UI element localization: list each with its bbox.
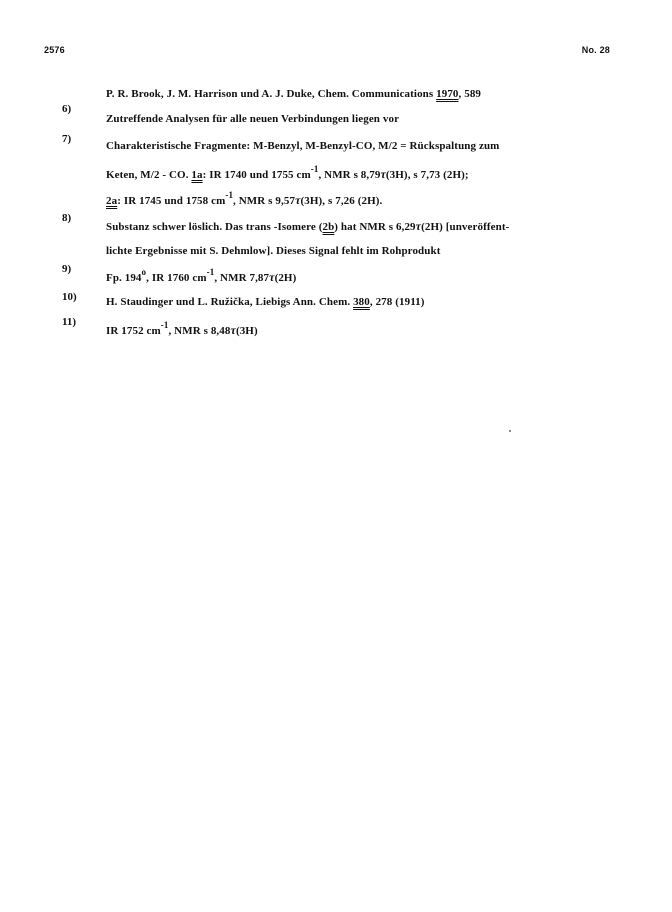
scan-speck [509,430,511,432]
tau-symbol: τ [415,219,422,233]
page-number: 2576 [44,45,65,55]
text-segment: Keten, M/2 - CO. [106,169,192,181]
footnote-6-text: Zutreffende Analysen für alle neuen Verbindungen liegen vor [106,113,400,125]
tau-symbol: τ [295,193,301,207]
text-segment: (2H) [274,272,297,284]
reference-5-text [106,88,481,100]
text-segment: (3H), s 7,26 (2H). [300,195,383,207]
superscript: -1 [206,267,215,277]
footnote-number-10: 10) [62,291,77,303]
footnote-number-7: 7) [62,133,72,145]
compound-label: 2a [106,195,118,207]
compound-label: 2b [322,221,335,233]
footnote-8-line-2: lichte Ergebnisse mit S. Dehmlow]. Dieses Signal fehlt im Rohprodukt [106,245,441,257]
superscript: o [141,267,147,277]
ref-authors: P. R. Brook, J. M. Harrison und A. J. Duke, Chem. Communications [106,88,437,100]
footnote-number-9: 9) [62,263,72,275]
issue-number: No. 28 [581,45,610,55]
text-segment: Substanz schwer löslich. Das trans -Isomere ( [106,221,323,233]
footnote-7-line-3 [106,190,383,208]
footnote-11-text [106,320,258,338]
text-segment: Fp. 194 [106,272,142,284]
superscript: -1 [225,190,234,200]
text-segment: , 278 (1911) [369,296,425,308]
text-segment: IR 1752 cm [106,325,161,337]
compound-label: 1a [191,169,203,181]
text-segment: , NMR s 8,48 [168,325,231,337]
footnote-9-text [106,267,297,285]
text-segment: (2H) [unveröffent- [421,221,510,233]
text-segment: : IR 1745 und 1758 cm [117,195,226,207]
text-segment: , NMR s 9,57 [233,195,296,207]
text-segment: , IR 1760 cm [146,272,207,284]
footnote-7-line-2 [106,164,469,182]
superscript: -1 [160,320,169,330]
footnote-8-line-1 [106,219,509,234]
footnote-10-text [106,296,425,308]
text-segment: , NMR 7,87 [214,272,270,284]
footnote-number-8: 8) [62,212,72,224]
text-segment: , NMR s 8,79 [318,169,381,181]
text-segment: H. Staudinger und L. Ružička, Liebigs Ann. Chem. [106,296,354,308]
ref-year: 1970 [436,88,459,100]
tau-symbol: τ [269,270,275,284]
tau-symbol: τ [230,323,236,337]
text-segment: (3H), s 7,73 (2H); [385,169,469,181]
superscript: -1 [310,164,319,174]
tau-symbol: τ [380,167,386,181]
text-segment: ) hat NMR s 6,29 [334,221,416,233]
text-segment: : IR 1740 und 1755 cm [202,169,311,181]
footnote-number-6: 6) [62,103,72,115]
volume-number: 380 [353,296,370,308]
text-segment: (3H) [235,325,258,337]
footnote-7-line-1: Charakteristische Fragmente: M-Benzyl, M-Benzyl-CO, M/2 = Rückspaltung zum [106,140,500,152]
ref-page: , 589 [458,88,482,100]
footnote-number-11: 11) [62,316,77,328]
